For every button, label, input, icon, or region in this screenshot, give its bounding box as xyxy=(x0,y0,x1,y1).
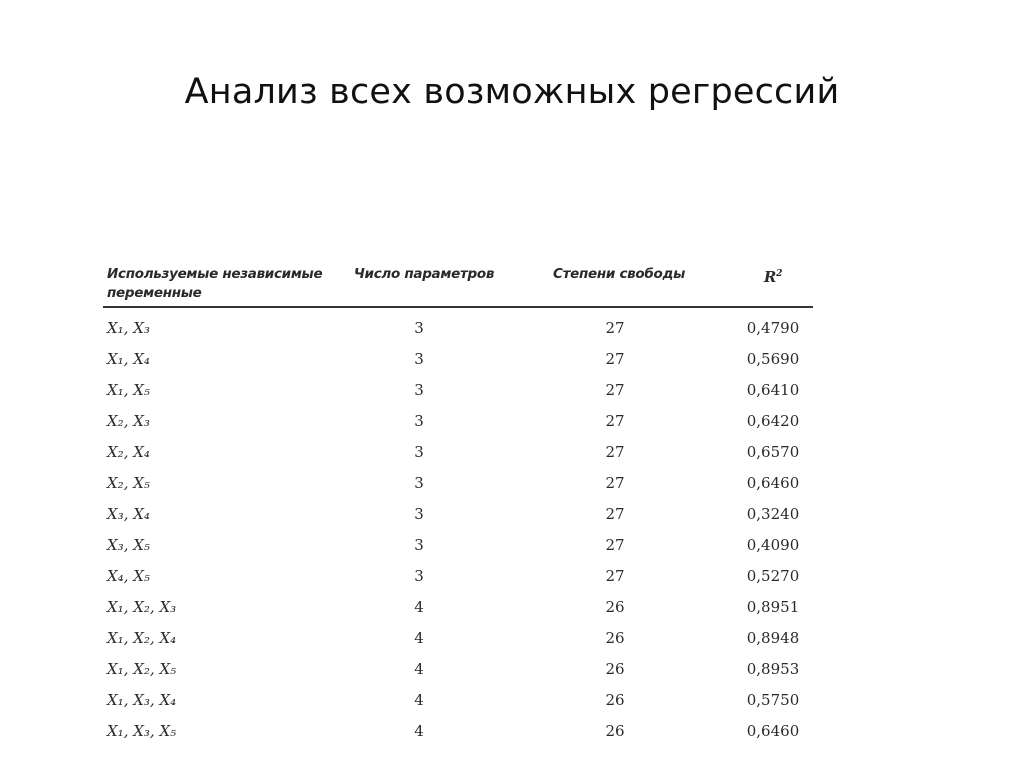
cell-variables: X₁, X₂, X₄ xyxy=(107,629,177,647)
table-row xyxy=(103,623,813,654)
cell-parameters: 3 xyxy=(414,505,424,523)
table-header xyxy=(103,262,813,308)
slide-title: Анализ всех возможных регрессий xyxy=(184,72,840,112)
cell-parameters: 4 xyxy=(414,660,424,678)
cell-parameters: 4 xyxy=(414,629,424,647)
table-row xyxy=(103,468,813,499)
table-row xyxy=(103,406,813,437)
cell-degrees-of-freedom: 26 xyxy=(605,691,625,709)
regression-table xyxy=(103,262,813,747)
header-parameters: Число параметров xyxy=(353,266,495,282)
cell-degrees-of-freedom: 27 xyxy=(605,412,625,430)
table-row xyxy=(103,530,813,561)
table-row xyxy=(103,313,813,344)
cell-parameters: 3 xyxy=(414,567,424,585)
header-r-squared xyxy=(733,265,813,287)
cell-variables: X₁, X₅ xyxy=(107,381,150,399)
cell-degrees-of-freedom: 27 xyxy=(605,505,625,523)
table-row xyxy=(103,716,813,747)
table-row xyxy=(103,344,813,375)
cell-parameters: 3 xyxy=(414,536,424,554)
cell-variables: X₂, X₃ xyxy=(107,412,150,430)
cell-parameters: 4 xyxy=(414,598,424,616)
cell-r-squared: 0,5750 xyxy=(746,691,800,709)
table-row xyxy=(103,437,813,468)
cell-parameters: 3 xyxy=(414,412,424,430)
cell-degrees-of-freedom: 27 xyxy=(605,381,625,399)
cell-variables: X₄, X₅ xyxy=(107,567,150,585)
cell-r-squared: 0,6460 xyxy=(746,474,800,492)
table-row xyxy=(103,592,813,623)
table-row xyxy=(103,561,813,592)
cell-degrees-of-freedom: 26 xyxy=(605,722,625,740)
cell-r-squared: 0,3240 xyxy=(746,505,800,523)
header-degrees-of-freedom: Степени свободы xyxy=(553,266,685,282)
cell-r-squared: 0,4090 xyxy=(746,536,800,554)
cell-degrees-of-freedom: 26 xyxy=(605,660,625,678)
cell-r-squared: 0,8948 xyxy=(746,629,800,647)
cell-r-squared: 0,6410 xyxy=(746,381,800,399)
cell-degrees-of-freedom: 27 xyxy=(605,536,625,554)
cell-parameters: 3 xyxy=(414,319,424,337)
cell-parameters: 3 xyxy=(414,350,424,368)
header-r-squared-exponent: 2 xyxy=(776,269,783,279)
cell-r-squared: 0,4790 xyxy=(746,319,800,337)
cell-variables: X₁, X₂, X₅ xyxy=(107,660,177,678)
cell-variables: X₁, X₄ xyxy=(107,350,150,368)
cell-variables: X₃, X₄ xyxy=(107,505,150,523)
table-body xyxy=(103,313,813,747)
cell-variables: X₁, X₂, X₃ xyxy=(107,598,177,616)
cell-variables: X₂, X₅ xyxy=(107,474,150,492)
cell-degrees-of-freedom: 27 xyxy=(605,567,625,585)
cell-parameters: 3 xyxy=(414,443,424,461)
cell-r-squared: 0,5270 xyxy=(746,567,800,585)
table-row xyxy=(103,375,813,406)
cell-parameters: 3 xyxy=(414,474,424,492)
header-r-squared-base: R xyxy=(763,268,777,286)
cell-r-squared: 0,5690 xyxy=(746,350,800,368)
cell-parameters: 4 xyxy=(414,722,424,740)
cell-variables: X₁, X₃, X₅ xyxy=(107,722,177,740)
cell-variables: X₁, X₃, X₄ xyxy=(107,691,177,709)
cell-degrees-of-freedom: 27 xyxy=(605,443,625,461)
cell-r-squared: 0,8953 xyxy=(746,660,800,678)
cell-r-squared: 0,6420 xyxy=(746,412,800,430)
cell-variables: X₁, X₃ xyxy=(107,319,150,337)
table-row xyxy=(103,499,813,530)
cell-variables: X₃, X₅ xyxy=(107,536,150,554)
cell-degrees-of-freedom: 26 xyxy=(605,598,625,616)
cell-degrees-of-freedom: 27 xyxy=(605,474,625,492)
table-row xyxy=(103,654,813,685)
cell-degrees-of-freedom: 27 xyxy=(605,350,625,368)
header-variables: Используемые независимые переменные xyxy=(107,266,323,301)
cell-r-squared: 0,6570 xyxy=(746,443,800,461)
table-row xyxy=(103,685,813,716)
cell-variables: X₂, X₄ xyxy=(107,443,150,461)
cell-parameters: 3 xyxy=(414,381,424,399)
cell-degrees-of-freedom: 27 xyxy=(605,319,625,337)
cell-parameters: 4 xyxy=(414,691,424,709)
cell-r-squared: 0,6460 xyxy=(746,722,800,740)
cell-r-squared: 0,8951 xyxy=(746,598,800,616)
cell-degrees-of-freedom: 26 xyxy=(605,629,625,647)
